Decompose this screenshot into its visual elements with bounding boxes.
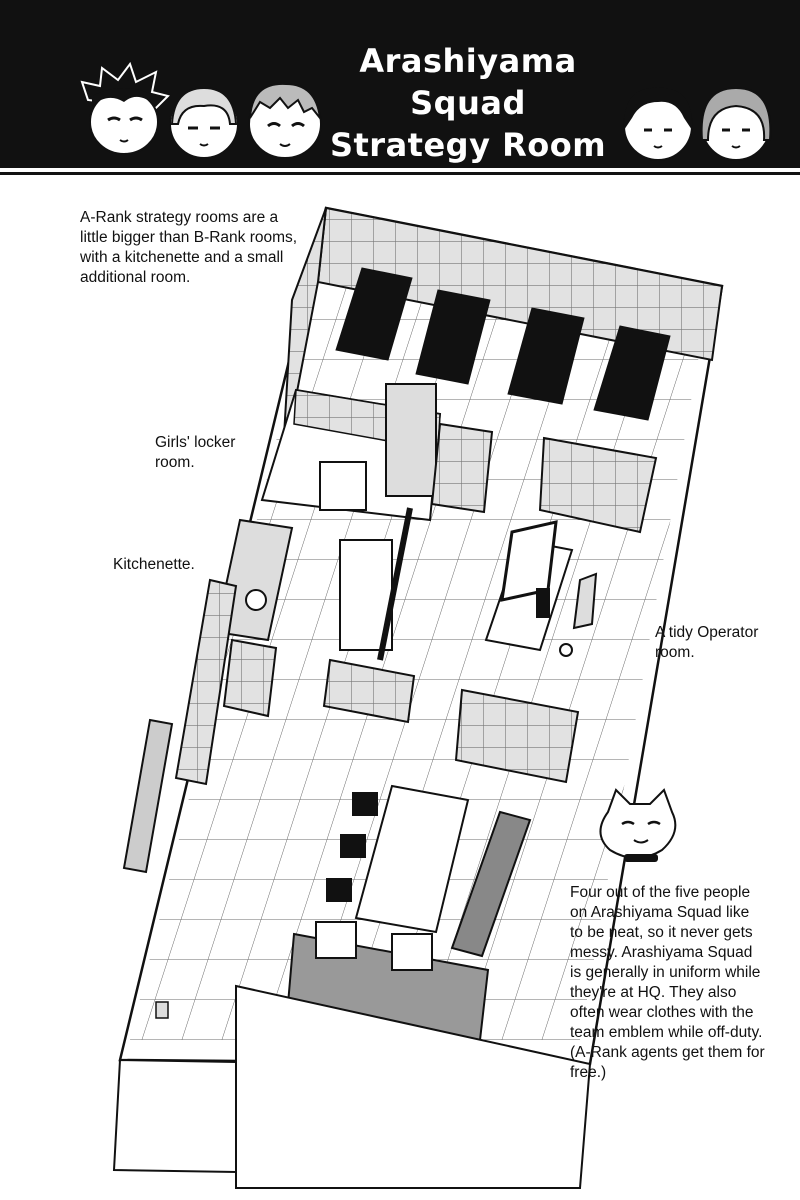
caption-operator-room: A tidy Operator room. — [655, 624, 759, 661]
caption-notes: Four out of the five people on Arashiyama Squad like to be neat, so it never gets messy. Arashiyama Squad is generally in uniform while they're at HQ. They also often wear clothes with the team emblem while off-duty. (A-Rank agents get them for free.) — [570, 884, 765, 1081]
caption-locker-room: Girls' locker room. — [155, 434, 236, 471]
title-line-2: Squad — [410, 84, 526, 122]
title-line-3: Strategy Room — [329, 126, 607, 164]
front-wall — [114, 1060, 236, 1172]
cat-mascot — [600, 790, 675, 862]
caption-kitchenette: Kitchenette. — [113, 556, 195, 573]
caption-intro: A-Rank strategy rooms are a little bigger than B-Rank rooms, with a kitchenette and a small additional room. — [80, 209, 298, 286]
wardrobe — [386, 384, 436, 496]
title-line-1: Arashiyama — [359, 42, 577, 80]
